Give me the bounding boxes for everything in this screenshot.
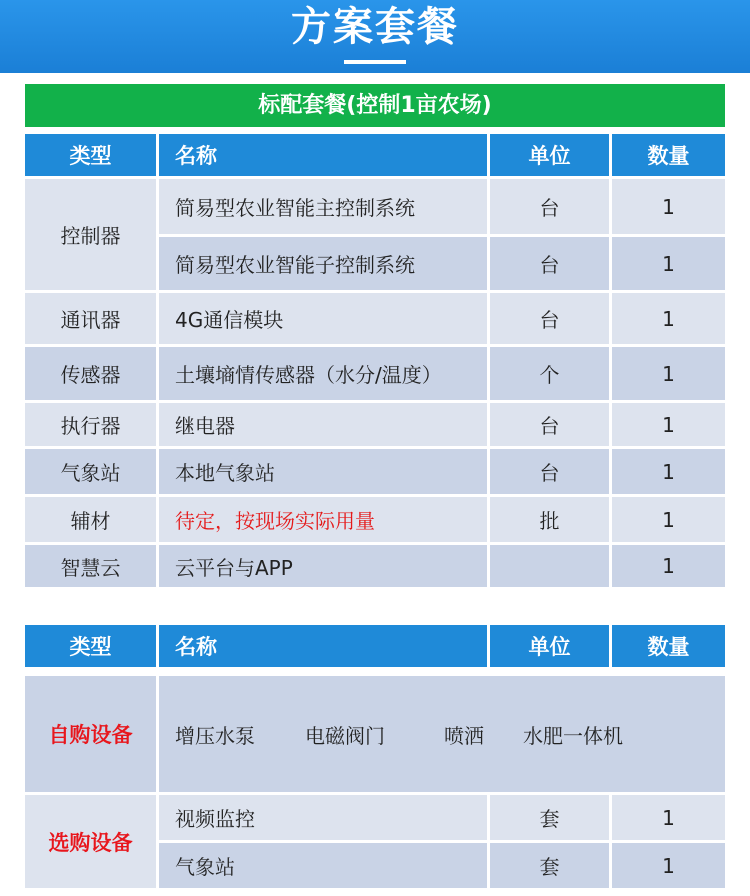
title-underline xyxy=(344,60,406,64)
table-cell-name: 气象站 xyxy=(159,843,487,888)
table-cell-name: 简易型农业智能主控制系统 xyxy=(159,179,487,234)
table-cell-qty: 1 xyxy=(612,403,725,446)
table-cell-name: 本地气象站 xyxy=(159,449,487,494)
table-cell-name: 云平台与APP xyxy=(159,545,487,587)
table-cell-name-highlight: 待定，按现场实际用量 xyxy=(159,497,487,542)
table2-header-name: 名称 xyxy=(159,625,487,667)
table-cell-qty: 1 xyxy=(612,179,725,234)
self-purchase-label: 自购设备 xyxy=(25,676,156,792)
table-cell-qty: 1 xyxy=(612,497,725,542)
equipment-item: 增压水泵 xyxy=(175,723,255,748)
table1-header-type: 类型 xyxy=(25,134,156,176)
table-row-type-controller: 控制器 xyxy=(25,179,156,290)
table-cell-type: 辅材 xyxy=(25,497,156,542)
table-cell-name: 简易型农业智能子控制系统 xyxy=(159,237,487,290)
table-cell-unit: 套 xyxy=(490,843,609,888)
table-cell-unit: 台 xyxy=(490,403,609,446)
self-purchase-items xyxy=(159,676,725,792)
table2-header-unit: 单位 xyxy=(490,625,609,667)
table-cell-unit: 台 xyxy=(490,293,609,344)
table-cell-qty: 1 xyxy=(612,545,725,587)
package-title: 标配套餐(控制1亩农场) xyxy=(25,84,725,127)
top-banner xyxy=(0,0,750,73)
table-cell-unit: 个 xyxy=(490,347,609,400)
table-cell-qty: 1 xyxy=(612,795,725,840)
table1-header-unit: 单位 xyxy=(490,134,609,176)
table-cell-unit: 批 xyxy=(490,497,609,542)
table-cell-name: 视频监控 xyxy=(159,795,487,840)
table-cell-unit: 台 xyxy=(490,237,609,290)
page-title: 方案套餐 xyxy=(291,4,459,50)
equipment-item: 喷洒 xyxy=(444,723,484,748)
table-cell-type: 通讯器 xyxy=(25,293,156,344)
table-cell-name: 4G通信模块 xyxy=(159,293,487,344)
optional-label: 选购设备 xyxy=(25,795,156,888)
table-cell-qty: 1 xyxy=(612,293,725,344)
equipment-item: 电磁阀门 xyxy=(305,723,385,748)
table-cell-type: 气象站 xyxy=(25,449,156,494)
table-cell-type: 执行器 xyxy=(25,403,156,446)
table-cell-unit xyxy=(490,545,609,587)
table-cell-unit: 套 xyxy=(490,795,609,840)
table-cell-qty: 1 xyxy=(612,237,725,290)
table-cell-unit: 台 xyxy=(490,179,609,234)
table-cell-type: 传感器 xyxy=(25,347,156,400)
table-cell-qty: 1 xyxy=(612,843,725,888)
table-cell-qty: 1 xyxy=(612,449,725,494)
equipment-item: 水肥一体机 xyxy=(523,723,623,748)
table-cell-qty: 1 xyxy=(612,347,725,400)
table-cell-unit: 台 xyxy=(490,449,609,494)
table-cell-type: 智慧云 xyxy=(25,545,156,587)
table-cell-name: 继电器 xyxy=(159,403,487,446)
table1-header-name: 名称 xyxy=(159,134,487,176)
table1-header-qty: 数量 xyxy=(612,134,725,176)
table2-header-qty: 数量 xyxy=(612,625,725,667)
table2-header-type: 类型 xyxy=(25,625,156,667)
table-cell-name: 土壤墒情传感器（水分/温度） xyxy=(159,347,487,400)
